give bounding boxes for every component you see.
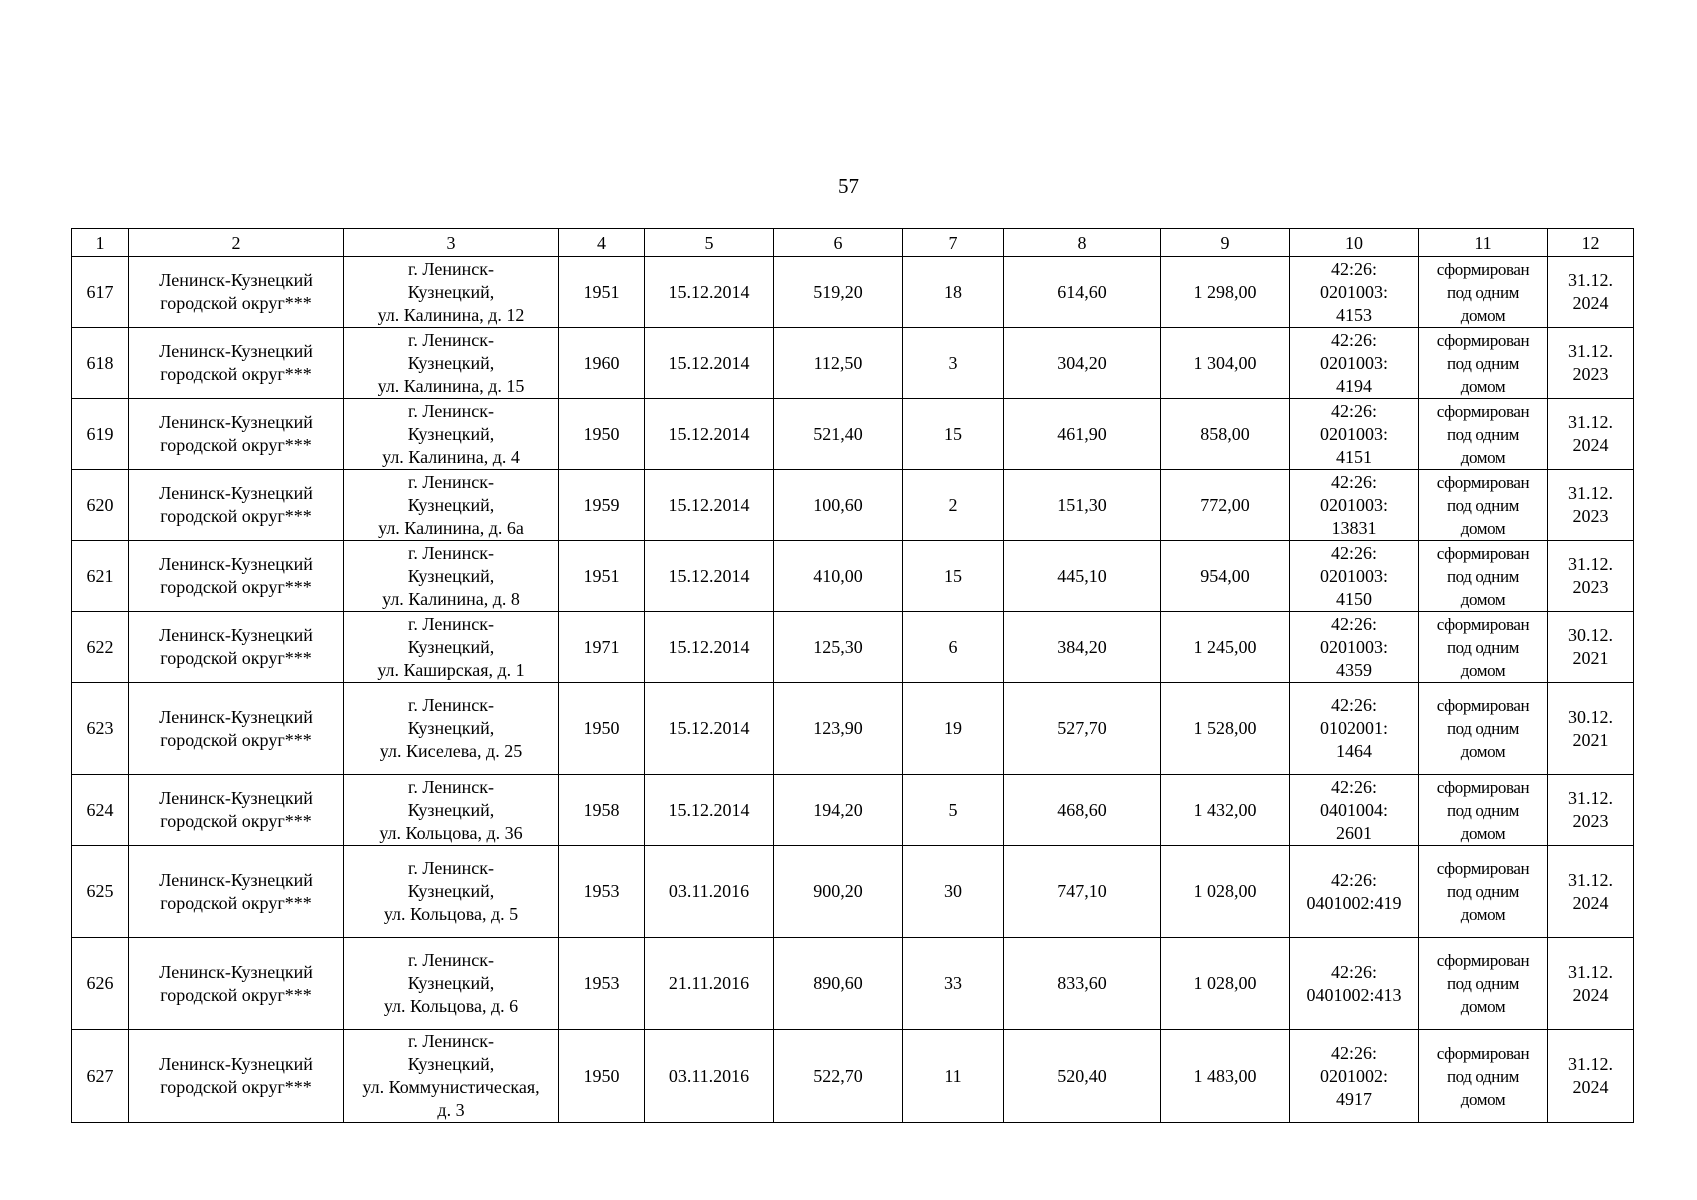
table-row [72, 399, 1634, 470]
year-cell-text: 1958 [583, 799, 620, 820]
row-number-cell [72, 399, 129, 470]
column-number-7: 7 [903, 229, 1004, 257]
deadline-cell [1548, 612, 1634, 683]
area-a-cell-text: 521,40 [813, 423, 863, 444]
address-cell [344, 846, 559, 938]
municipality-cell [129, 1030, 344, 1123]
municipality-cell [129, 775, 344, 846]
area-c-cell [1161, 683, 1290, 775]
cadastral-number-cell-text: 42:26: 0201003: 4150 [1319, 542, 1388, 609]
date-cell-text: 15.12.2014 [668, 281, 750, 302]
area-c-cell [1161, 1030, 1290, 1123]
area-b-cell-text: 527,70 [1057, 718, 1107, 738]
address-cell [344, 328, 559, 399]
persons-cell-text: 18 [944, 281, 962, 302]
status-cell [1419, 1030, 1548, 1123]
deadline-cell-text: 31.12. 2023 [1568, 788, 1613, 831]
address-cell-text: г. Ленинск- Кузнецкий, ул. Калинина, д. 15 [377, 329, 525, 396]
year-cell [559, 470, 645, 541]
row-number-cell [72, 328, 129, 399]
area-b-cell-text: 833,60 [1057, 973, 1107, 993]
address-cell [344, 541, 559, 612]
deadline-cell [1548, 1030, 1634, 1123]
column-number-6: 6 [774, 229, 903, 257]
address-cell [344, 683, 559, 775]
table-row [72, 541, 1634, 612]
date-cell [645, 328, 774, 399]
area-a-cell [774, 938, 903, 1030]
address-cell-text: г. Ленинск- Кузнецкий, ул. Каширская, д. 1 [377, 613, 525, 680]
year-cell [559, 775, 645, 846]
municipality-cell-text: Ленинск-Кузнецкий городской округ*** [159, 554, 313, 597]
deadline-cell-text: 31.12. 2023 [1568, 483, 1613, 526]
persons-cell [903, 846, 1004, 938]
area-b-cell-text: 384,20 [1057, 636, 1107, 657]
column-number-1: 1 [72, 229, 129, 257]
area-c-cell [1161, 612, 1290, 683]
row-number-cell [72, 775, 129, 846]
deadline-cell-text: 31.12. 2024 [1568, 270, 1613, 313]
area-c-cell-text: 772,00 [1200, 494, 1250, 515]
persons-cell [903, 775, 1004, 846]
persons-cell [903, 1030, 1004, 1123]
deadline-cell-text: 30.12. 2021 [1568, 706, 1613, 750]
table-row [72, 1030, 1634, 1123]
area-c-cell-text: 1 028,00 [1193, 881, 1257, 901]
date-cell [645, 938, 774, 1030]
date-cell [645, 683, 774, 775]
persons-cell [903, 328, 1004, 399]
row-number-cell [72, 612, 129, 683]
address-cell [344, 257, 559, 328]
year-cell-text: 1953 [583, 973, 620, 993]
status-cell [1419, 775, 1548, 846]
municipality-cell-text: Ленинск-Кузнецкий городской округ*** [159, 869, 313, 913]
area-c-cell-text: 954,00 [1200, 565, 1250, 586]
cadastral-number-cell [1290, 1030, 1419, 1123]
area-b-cell-text: 445,10 [1057, 565, 1107, 586]
area-b-cell-text: 468,60 [1057, 799, 1107, 820]
cadastral-number-cell [1290, 399, 1419, 470]
cadastral-number-cell [1290, 775, 1419, 846]
year-cell [559, 846, 645, 938]
deadline-cell [1548, 846, 1634, 938]
status-cell [1419, 612, 1548, 683]
area-b-cell-text: 520,40 [1057, 1065, 1107, 1086]
area-b-cell-text: 304,20 [1057, 352, 1107, 373]
area-c-cell [1161, 938, 1290, 1030]
cadastral-number-cell-text: 42:26: 0201003: 4194 [1319, 329, 1388, 396]
cadastral-number-cell-text: 42:26: 0201002: 4917 [1319, 1042, 1388, 1109]
year-cell-text: 1951 [583, 565, 620, 586]
address-cell [344, 612, 559, 683]
status-cell-text: сформирован под одним домом [1436, 859, 1530, 924]
date-cell-text: 03.11.2016 [668, 881, 750, 901]
date-cell-text: 15.12.2014 [668, 799, 750, 820]
persons-cell [903, 257, 1004, 328]
cadastral-number-cell [1290, 846, 1419, 938]
persons-cell [903, 399, 1004, 470]
date-cell [645, 470, 774, 541]
row-number-cell-text: 627 [86, 1065, 114, 1086]
area-c-cell-text: 1 298,00 [1193, 281, 1257, 302]
cadastral-number-cell [1290, 328, 1419, 399]
area-c-cell-text: 1 304,00 [1193, 352, 1257, 373]
date-cell [645, 257, 774, 328]
row-number-cell [72, 541, 129, 612]
address-cell [344, 775, 559, 846]
municipality-cell [129, 328, 344, 399]
address-cell [344, 470, 559, 541]
area-a-cell [774, 1030, 903, 1123]
persons-cell-text: 5 [948, 799, 958, 820]
row-number-cell-text: 619 [86, 423, 114, 444]
municipality-cell [129, 612, 344, 683]
date-cell [645, 775, 774, 846]
persons-cell-text: 30 [944, 881, 962, 901]
persons-cell-text: 19 [944, 718, 962, 738]
column-number-row [72, 229, 1634, 257]
status-cell-text: сформирован под одним домом [1436, 259, 1530, 325]
deadline-cell-text: 31.12. 2024 [1568, 961, 1613, 1005]
address-cell [344, 938, 559, 1030]
year-cell-text: 1971 [583, 636, 620, 657]
persons-cell-text: 2 [948, 494, 958, 515]
area-a-cell [774, 541, 903, 612]
column-number-9: 9 [1161, 229, 1290, 257]
row-number-cell-text: 623 [86, 718, 114, 738]
cadastral-number-cell [1290, 938, 1419, 1030]
deadline-cell [1548, 470, 1634, 541]
row-number-cell [72, 846, 129, 938]
municipality-cell-text: Ленинск-Кузнецкий городской округ*** [159, 625, 313, 668]
area-a-cell-text: 890,60 [813, 973, 863, 993]
deadline-cell [1548, 257, 1634, 328]
year-cell-text: 1951 [583, 281, 620, 302]
persons-cell [903, 683, 1004, 775]
column-number-8: 8 [1004, 229, 1161, 257]
cadastral-number-cell [1290, 683, 1419, 775]
area-c-cell [1161, 541, 1290, 612]
cadastral-number-cell [1290, 541, 1419, 612]
deadline-cell-text: 30.12. 2021 [1568, 625, 1613, 668]
date-cell-text: 15.12.2014 [668, 636, 750, 657]
area-c-cell-text: 1 528,00 [1193, 718, 1257, 738]
area-a-cell [774, 775, 903, 846]
cadastral-number-cell-text: 42:26: 0102001: 1464 [1319, 695, 1388, 761]
year-cell [559, 541, 645, 612]
cadastral-number-cell-text: 42:26: 0201003: 4359 [1319, 613, 1388, 680]
page-number: 57 [838, 174, 859, 198]
municipality-cell-text: Ленинск-Кузнецкий городской округ*** [159, 412, 313, 455]
municipality-cell [129, 938, 344, 1030]
area-a-cell-text: 194,20 [813, 799, 863, 820]
date-cell-text: 21.11.2016 [668, 973, 750, 993]
year-cell-text: 1959 [583, 494, 620, 515]
status-cell [1419, 541, 1548, 612]
year-cell-text: 1950 [583, 1065, 620, 1086]
persons-cell-text: 3 [948, 352, 958, 373]
area-a-cell-text: 112,50 [813, 352, 863, 373]
status-cell-text: сформирован под одним домом [1436, 472, 1530, 538]
municipality-cell-text: Ленинск-Кузнецкий городской округ*** [159, 706, 313, 750]
persons-cell [903, 938, 1004, 1030]
area-b-cell [1004, 846, 1161, 938]
persons-cell-text: 11 [944, 1065, 962, 1086]
status-cell [1419, 846, 1548, 938]
address-cell-text: г. Ленинск- Кузнецкий, ул. Калинина, д. 4 [382, 400, 520, 467]
year-cell-text: 1950 [583, 718, 620, 738]
date-cell [645, 612, 774, 683]
table-body [72, 257, 1634, 1123]
area-c-cell [1161, 846, 1290, 938]
address-cell-text: г. Ленинск- Кузнецкий, ул. Калинина, д. 8 [382, 542, 520, 609]
row-number-cell-text: 620 [86, 494, 114, 515]
municipality-cell-text: Ленинск-Кузнецкий городской округ*** [159, 1054, 313, 1097]
cadastral-number-cell [1290, 257, 1419, 328]
table-row [72, 328, 1634, 399]
area-b-cell [1004, 938, 1161, 1030]
area-c-cell [1161, 775, 1290, 846]
area-c-cell-text: 1 245,00 [1193, 636, 1257, 657]
row-number-cell-text: 618 [86, 352, 114, 373]
housing-registry-table [71, 228, 1634, 1123]
table-row [72, 938, 1634, 1030]
table-row [72, 683, 1634, 775]
status-cell-text: сформирован под одним домом [1436, 543, 1530, 609]
area-c-cell-text: 1 028,00 [1193, 973, 1257, 993]
row-number-cell-text: 617 [86, 281, 114, 302]
area-a-cell-text: 900,20 [813, 881, 863, 901]
table-row [72, 470, 1634, 541]
row-number-cell-text: 625 [86, 881, 114, 901]
municipality-cell [129, 257, 344, 328]
area-c-cell-text: 1 483,00 [1193, 1065, 1257, 1086]
persons-cell [903, 470, 1004, 541]
cadastral-number-cell-text: 42:26: 0201003: 4151 [1319, 400, 1388, 467]
row-number-cell-text: 621 [86, 565, 114, 586]
date-cell [645, 399, 774, 470]
deadline-cell [1548, 399, 1634, 470]
area-b-cell [1004, 470, 1161, 541]
status-cell [1419, 399, 1548, 470]
date-cell-text: 15.12.2014 [668, 494, 750, 515]
status-cell-text: сформирован под одним домом [1436, 696, 1530, 761]
status-cell-text: сформирован под одним домом [1436, 777, 1530, 843]
status-cell [1419, 683, 1548, 775]
deadline-cell-text: 31.12. 2023 [1568, 341, 1613, 384]
municipality-cell [129, 541, 344, 612]
area-b-cell-text: 747,10 [1057, 881, 1107, 901]
year-cell [559, 1030, 645, 1123]
persons-cell-text: 33 [944, 973, 962, 993]
address-cell-text: г. Ленинск- Кузнецкий, ул. Кольцова, д. 5 [383, 858, 519, 924]
year-cell-text: 1960 [583, 352, 620, 373]
persons-cell [903, 612, 1004, 683]
cadastral-number-cell [1290, 470, 1419, 541]
area-a-cell [774, 257, 903, 328]
deadline-cell [1548, 938, 1634, 1030]
date-cell-text: 15.12.2014 [668, 565, 750, 586]
municipality-cell [129, 846, 344, 938]
area-a-cell-text: 100,60 [813, 494, 863, 515]
area-a-cell-text: 410,00 [813, 565, 863, 586]
column-number-11: 11 [1419, 229, 1548, 257]
status-cell-text: сформирован под одним домом [1436, 401, 1530, 467]
status-cell [1419, 470, 1548, 541]
area-a-cell [774, 683, 903, 775]
status-cell-text: сформирован под одним домом [1436, 951, 1530, 1016]
area-c-cell-text: 858,00 [1200, 423, 1250, 444]
year-cell [559, 938, 645, 1030]
area-b-cell [1004, 399, 1161, 470]
address-cell-text: г. Ленинск- Кузнецкий, ул. Калинина, д. 6а [378, 471, 524, 538]
address-cell-text: г. Ленинск- Кузнецкий, ул. Калинина, д. 12 [377, 258, 525, 325]
status-cell-text: сформирован под одним домом [1436, 330, 1530, 396]
area-b-cell [1004, 683, 1161, 775]
deadline-cell [1548, 541, 1634, 612]
row-number-cell [72, 938, 129, 1030]
area-b-cell [1004, 775, 1161, 846]
deadline-cell [1548, 328, 1634, 399]
address-cell-text: г. Ленинск- Кузнецкий, ул. Кольцова, д. 36 [379, 776, 523, 843]
area-a-cell [774, 612, 903, 683]
cadastral-number-cell [1290, 612, 1419, 683]
row-number-cell-text: 622 [86, 636, 114, 657]
year-cell [559, 257, 645, 328]
date-cell-text: 15.12.2014 [668, 352, 750, 373]
area-a-cell-text: 522,70 [813, 1065, 863, 1086]
municipality-cell-text: Ленинск-Кузнецкий городской округ*** [159, 788, 313, 831]
column-number-4: 4 [559, 229, 645, 257]
cadastral-number-cell-text: 42:26: 0401002:419 [1306, 869, 1402, 913]
address-cell-text: г. Ленинск- Кузнецкий, ул. Кольцова, д. 6 [383, 950, 519, 1016]
area-a-cell [774, 846, 903, 938]
municipality-cell-text: Ленинск-Кузнецкий городской округ*** [159, 961, 313, 1005]
year-cell [559, 399, 645, 470]
cadastral-number-cell-text: 42:26: 0201003: 4153 [1319, 258, 1388, 325]
status-cell [1419, 938, 1548, 1030]
table-row [72, 612, 1634, 683]
cadastral-number-cell-text: 42:26: 0401002:413 [1306, 961, 1402, 1005]
area-b-cell [1004, 328, 1161, 399]
row-number-cell-text: 626 [86, 973, 114, 993]
area-b-cell [1004, 612, 1161, 683]
table-row [72, 775, 1634, 846]
column-number-2: 2 [129, 229, 344, 257]
row-number-cell [72, 257, 129, 328]
deadline-cell-text: 31.12. 2024 [1568, 1054, 1613, 1097]
row-number-cell [72, 683, 129, 775]
column-number-5: 5 [645, 229, 774, 257]
municipality-cell-text: Ленинск-Кузнецкий городской округ*** [159, 483, 313, 526]
status-cell-text: сформирован под одним домом [1436, 614, 1530, 680]
year-cell-text: 1953 [583, 881, 620, 901]
persons-cell-text: 6 [948, 636, 958, 657]
table-row [72, 846, 1634, 938]
status-cell [1419, 257, 1548, 328]
municipality-cell [129, 683, 344, 775]
area-a-cell-text: 123,90 [813, 718, 863, 738]
municipality-cell [129, 399, 344, 470]
address-cell-text: г. Ленинск- Кузнецкий, ул. Коммунистическая, д. 3 [362, 1031, 540, 1120]
cadastral-number-cell-text: 42:26: 0201003: 13831 [1319, 471, 1388, 538]
year-cell [559, 328, 645, 399]
deadline-cell-text: 31.12. 2023 [1568, 554, 1613, 597]
table-row [72, 257, 1634, 328]
deadline-cell [1548, 683, 1634, 775]
area-a-cell-text: 125,30 [813, 636, 863, 657]
date-cell-text: 15.12.2014 [668, 423, 750, 444]
area-c-cell [1161, 257, 1290, 328]
cadastral-number-cell-text: 42:26: 0401004: 2601 [1319, 776, 1388, 843]
deadline-cell-text: 31.12. 2024 [1568, 869, 1613, 913]
status-cell-text: сформирован под одним домом [1436, 1043, 1530, 1109]
year-cell [559, 683, 645, 775]
area-a-cell [774, 399, 903, 470]
area-c-cell [1161, 399, 1290, 470]
persons-cell [903, 541, 1004, 612]
area-c-cell [1161, 470, 1290, 541]
persons-cell-text: 15 [944, 423, 962, 444]
column-number-3: 3 [344, 229, 559, 257]
municipality-cell-text: Ленинск-Кузнецкий городской округ*** [159, 341, 313, 384]
area-a-cell [774, 470, 903, 541]
area-b-cell [1004, 1030, 1161, 1123]
address-cell [344, 399, 559, 470]
area-b-cell [1004, 541, 1161, 612]
year-cell [559, 612, 645, 683]
area-a-cell-text: 519,20 [813, 281, 863, 302]
row-number-cell [72, 470, 129, 541]
area-c-cell [1161, 328, 1290, 399]
area-b-cell-text: 461,90 [1057, 423, 1107, 444]
year-cell-text: 1950 [583, 423, 620, 444]
date-cell [645, 541, 774, 612]
area-b-cell-text: 614,60 [1057, 281, 1107, 302]
date-cell [645, 1030, 774, 1123]
address-cell [344, 1030, 559, 1123]
persons-cell-text: 15 [944, 565, 962, 586]
date-cell [645, 846, 774, 938]
row-number-cell-text: 624 [86, 799, 114, 820]
area-b-cell-text: 151,30 [1057, 494, 1107, 515]
deadline-cell-text: 31.12. 2024 [1568, 412, 1613, 455]
area-c-cell-text: 1 432,00 [1193, 799, 1257, 820]
date-cell-text: 15.12.2014 [668, 718, 750, 738]
area-b-cell [1004, 257, 1161, 328]
address-cell-text: г. Ленинск- Кузнецкий, ул. Киселева, д. 25 [379, 695, 523, 761]
date-cell-text: 03.11.2016 [668, 1065, 750, 1086]
municipality-cell-text: Ленинск-Кузнецкий городской округ*** [159, 270, 313, 313]
column-number-10: 10 [1290, 229, 1419, 257]
municipality-cell [129, 470, 344, 541]
column-number-12: 12 [1548, 229, 1634, 257]
deadline-cell [1548, 775, 1634, 846]
status-cell [1419, 328, 1548, 399]
area-a-cell [774, 328, 903, 399]
row-number-cell [72, 1030, 129, 1123]
